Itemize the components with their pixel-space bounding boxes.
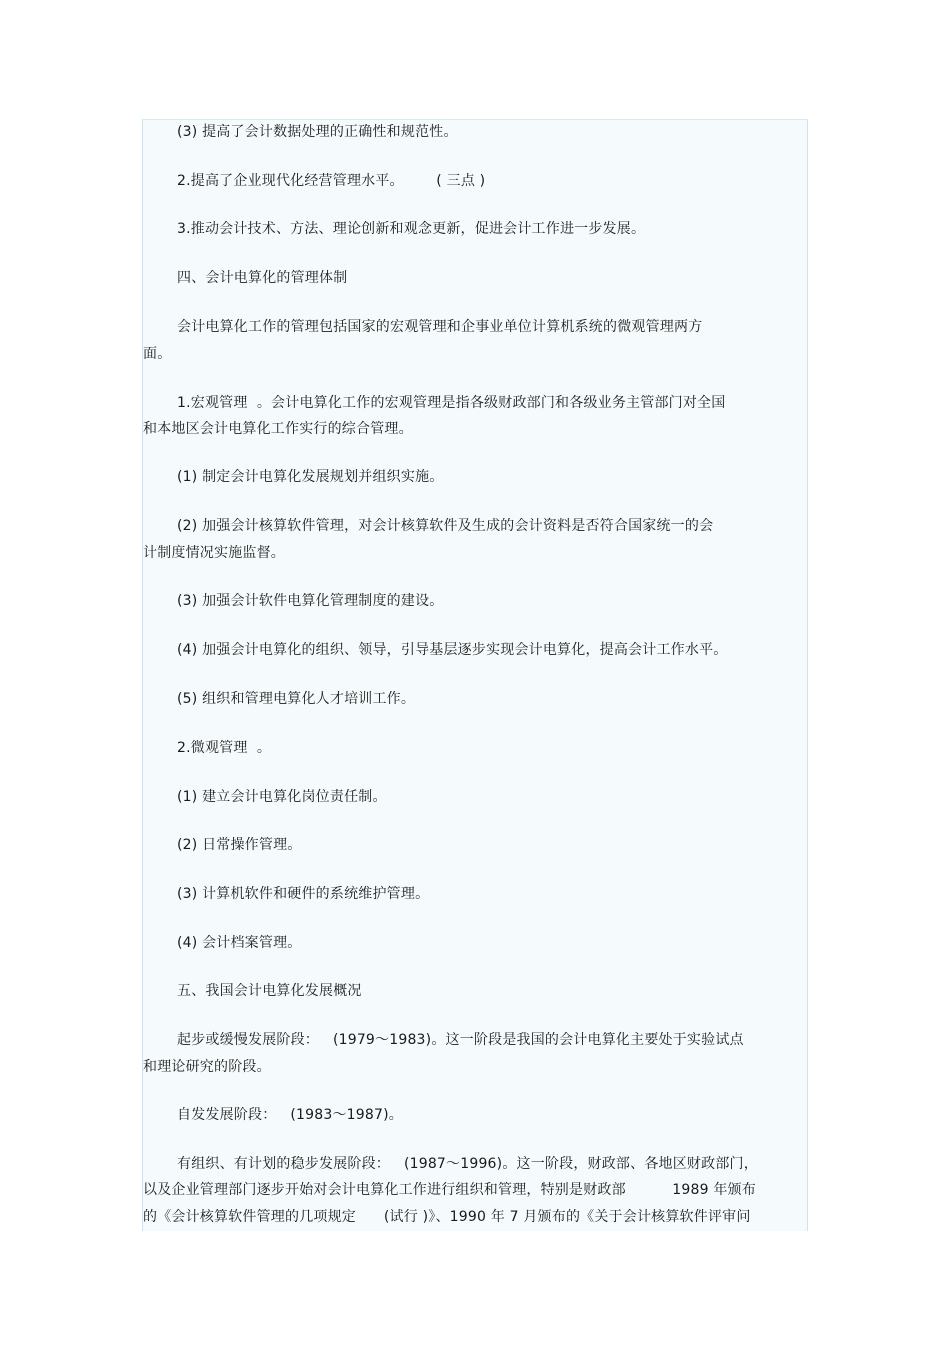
paragraph: 1.宏观管理 。会计电算化工作的宏观管理是指各级财政部门和各级业务主管部门对全国 (177, 395, 726, 411)
paragraph-continuation: 以及企业管理部门逐步开始对会计电算化工作进行组织和管理，特别是财政部 1989 年颁布 (143, 1182, 756, 1198)
list-item: (2) 日常操作管理。 (177, 837, 302, 853)
paragraph: 起步或缓慢发展阶段： (1979～1983)。这一阶段是我国的会计电算化主要处于实验试点 (177, 1032, 744, 1048)
paragraph-continuation: 计制度情况实施监督。 (143, 545, 285, 561)
list-item: (3) 加强会计软件电算化管理制度的建设。 (177, 593, 444, 609)
paragraph-continuation: 的《会计核算软件管理的几项规定 (试行 )》、1990 年 7 月颁布的《关于会计核算软件评审问 (143, 1209, 751, 1225)
section-heading: 四、会计电算化的管理体制 (177, 270, 348, 286)
paragraph: 会计电算化工作的管理包括国家的宏观管理和企事业单位计算机系统的微观管理两方 (177, 319, 703, 335)
list-item: (1) 制定会计电算化发展规划并组织实施。 (177, 469, 444, 485)
paragraph: 3.推动会计技术、方法、理论创新和观念更新，促进会计工作进一步发展。 (177, 221, 646, 237)
list-item: (5) 组织和管理电算化人才培训工作。 (177, 691, 416, 707)
paragraph: 自发发展阶段： (1983～1987)。 (177, 1107, 403, 1123)
list-item: (3) 提高了会计数据处理的正确性和规范性。 (177, 124, 458, 140)
list-item: (3) 计算机软件和硬件的系统维护管理。 (177, 886, 430, 902)
paragraph-continuation: 和本地区会计电算化工作实行的综合管理。 (143, 421, 413, 437)
paragraph-continuation: 面。 (143, 346, 172, 362)
list-item: (1) 建立会计电算化岗位责任制。 (177, 789, 387, 805)
document-content (142, 119, 808, 1231)
section-heading: 五、我国会计电算化发展概况 (177, 983, 362, 999)
paragraph-continuation: 和理论研究的阶段。 (143, 1059, 271, 1075)
list-item: (4) 加强会计电算化的组织、领导，引导基层逐步实现会计电算化，提高会计工作水平。 (177, 642, 728, 658)
list-item: (4) 会计档案管理。 (177, 935, 302, 951)
paragraph: 2.微观管理 。 (177, 740, 272, 756)
paragraph: 2.提高了企业现代化经营管理水平。 ( 三点 ) (177, 173, 486, 189)
list-item: (2) 加强会计核算软件管理，对会计核算软件及生成的会计资料是否符合国家统一的会 (177, 518, 714, 534)
paragraph: 有组织、有计划的稳步发展阶段： (1987～1996)。这一阶段，财政部、各地区财政部门， (177, 1156, 758, 1172)
